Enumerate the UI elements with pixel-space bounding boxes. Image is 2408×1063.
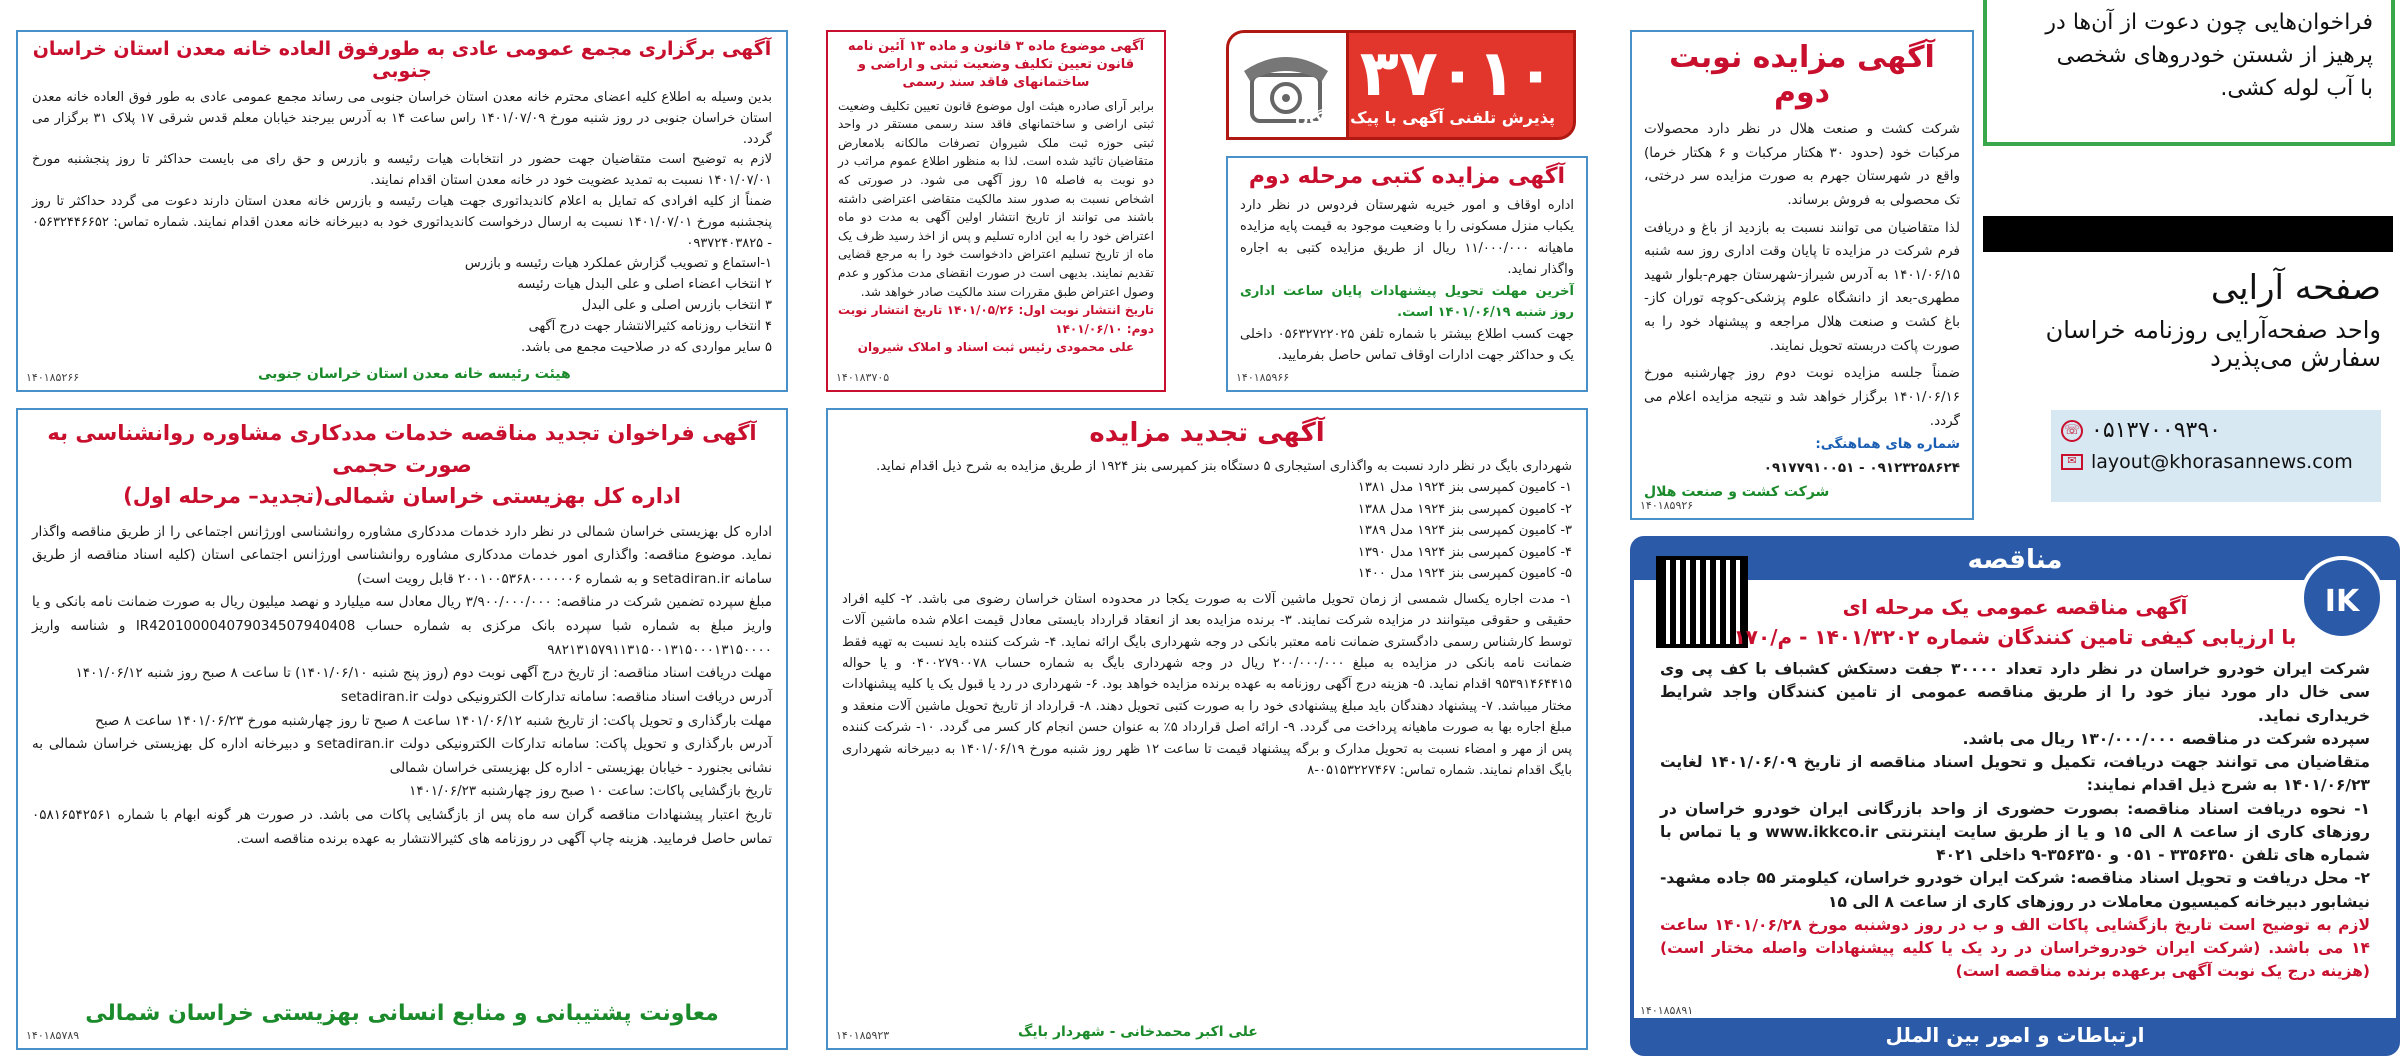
banner-subtitle: پذیرش تلفنی آگهی با پیک رایگان <box>1294 108 1555 127</box>
truck-item: ۱- کامیون کمپرسی بنز ۱۹۲۴ مدل ۱۳۸۱ <box>1357 480 1572 496</box>
agenda-item: ۵ سایر مواردی که در صلاحیت مجمع می باشد. <box>521 339 772 355</box>
ikco-tender-code: ۱۴۰۱۸۵۸۹۱ <box>1640 1004 1694 1017</box>
auction2-p3: ضمناً جلسه مزایده نوبت دوم روز چهارشنبه مورخ ۱۴۰۱/۰۶/۱۶ برگزار خواهد شد و نتیجه مزایده اعلام می گردد. <box>1644 365 1960 429</box>
auction2-phones: ۰۹۱۲۳۲۵۸۶۲۴ - ۰۹۱۷۷۹۱۰۰۵۱ <box>1763 459 1960 476</box>
health-tender-p5: مهلت بارگذاری و تحویل پاکت: از تاریخ شنبه ۱۴۰۱/۰۶/۱۲ ساعت ۸ صبح تا روز چهارشنبه مورخ ۱۴۰۱/۰۶/۲۳ ساعت ۸ صبح <box>95 712 772 729</box>
renewed-auction-title: آگهی تجدید مزایده <box>1089 418 1325 448</box>
auction2-signature: شرکت کشت و صنعت هلال <box>1644 484 1830 501</box>
ikco-tender-footer: ارتباطات و امور بین الملل <box>1634 1018 2396 1052</box>
divider-bar <box>1983 216 2393 252</box>
ad-title: صفحه آرایی <box>2210 268 2381 308</box>
auction2-title: آگهی مزایده نوبت دوم <box>1669 40 1935 110</box>
auction-second-round <box>1630 30 1974 520</box>
ikco-tender-p3: متقاضیان می توانند جهت دریافت، تکمیل و تحویل اسناد مناقصه از تاریخ ۱۴۰۱/۰۶/۰۹ لغایت ۱۴۰۱/۰۶/۲۳ به شرح ذیل اقدام نمایند: <box>1660 753 2371 795</box>
law-notice-dates: تاریخ انتشار نوبت اول: ۱۴۰۱/۰۵/۲۶ تاریخ انتشار نوبت دوم: ۱۴۰۱/۰۶/۱۰ <box>838 303 1154 336</box>
auction2-contact-label: شماره های هماهنگی: <box>1815 436 1960 453</box>
ad-contact-box <box>2051 410 2381 502</box>
renewed-auction-conditions: ۱- مدت اجاره یکسال شمسی از زمان تحویل ماشین آلات به صورت یکجا در محدوده استان خراسان رضوی می باشد. ۲- کلیه افراد حقیقی و حقوقی میتوانند در مزایده شرکت نمایند. ۳- برنده مزایده بعد از انعقاد قرارداد بایستی معادل قیمت اعلام شده ماشین آلات توسط کارشناس رسمی دادگستری ضمانت نامه معتبر بانکی در وجه شهرداری بایگ ارائه نماید. ۴- شرکت کننده باید نسبت به تهیه فقط ضمانت نامه بانکی در مزایده به مبلغ ۲۰۰/۰۰۰/۰۰۰ ریال در وجه شهرداری بایگ به شماره حساب ۰۴۰۰۲۷۹۰۰۷۸ و یا حواله ۹۵۳۹۱۴۶۴۴۱۵ اقدام نماید. ۵- هزینه درج آگهی روزنامه به عهده برنده مزایده خواهد بود. ۶- شهرداری در رد یا قبول یک یا کلیه پیشنهادات مختار میباشد. ۷- پیشنهاد دهندگان باید مبلغ پیشنهادی خود را به صورت کتبی تحویل دهند. ۸- قرارداد از تاریخ تحویل ماشین آلات منعقد و مبلغ اجاره بها به صورت ماهیانه پرداخت می گردد. ۹- ارائه اصل قرارداد ۵٪ به عنوان حسن انجام کار کسر می گردد. ۱۰- شرکت کننده پس از مهر و امضاء نسبت به تحویل مدارک و برگه پیشنهاد قیمت تا ساعت ۱۲ ظهر روز شنبه مورخ ۱۴۰۱/۰۶/۱۹ به دبیرخانه شهرداری بایگ اقدام نمایند. شماره تماس: ۰۵۱۵۳۲۲۷۴۶۷-۸ <box>842 591 1572 779</box>
notice-line: پرهیز از شستن خودروهای شخصی <box>2056 43 2373 68</box>
law-notice-body: برابر آرای صادره هیئت اول موضوع قانون تعیین تکلیف وضعیت ثبتی اراضی و ساختمانهای فاقد سند رسمی مستقر در واحد ثبتی حوزه ثبت ملک شیروان تصرفات مالکانه بلامعارض متقاضیان تائید شده است. لذا به منظور اطلاع عموم مراتب در دو نوبت به فاصله ۱۵ روز آگهی می شود. در صورتی که اشخاص نسبت به صدور سند مالکیت متقاضی اعتراضی داشته باشند می توانند از تاریخ انتشار اولین آگهی به مدت دو ماه اعتراض خود را به این اداره تسلیم و پس از اخذ رسید ظرف یک ماه از تاریخ تسلیم اعتراض دادخواست خود را به مرجع قضایی تقدیم نمایند. بدیهی است در صورت انقضای مدت مذکور و عدم وصول اعتراض طبق مقررات سند مالکیت صادر خواهد شد. <box>838 98 1154 299</box>
auction2-p2: لذا متقاضیان می توانند نسبت به بازدید از باغ و دریافت فرم شرکت در مزایده تا پایان وقت اداری روز سه شنبه ۱۴۰۱/۰۶/۱۵ به آدرس شیراز-شهرستان جهرم-بلوار شهید مطهری-بعد از دانشگاه علوم پزشکی-کوچه توران کاز-باغ کشت و صنعت هلال مراجعه و پیشنهاد خود را به صورت پاکت دربسته تحویل نمایند. <box>1644 219 1960 354</box>
health-tender-p4: آدرس دریافت اسناد مناقصه: سامانه تدارکات الکترونیکی دولت setadiran.ir <box>341 688 772 705</box>
written-auction <box>1226 156 1588 392</box>
law-notice-title: آگهی موضوع ماده ۳ قانون و ماده ۱۳ آئین نامه قانون تعیین تکلیف وضعیت ثبتی و اراضی و ساختمانهای فاقد سند رسمی <box>847 39 1145 91</box>
agenda-item: ۲ انتخاب اعضاء اصلی و علی البدل هیات رئیسه <box>517 277 772 293</box>
health-tender-p2: مبلغ سپرده تضمین شرکت در مناقصه: ۳/۹۰۰/۰۰۰/۰۰۰ ریال معادل سه میلیارد و نهصد میلیون ریال به صورت ضمانت نامه بانکی و یا واریز مبلغ به شماره شبا سپرده بانک مرکزی به شماره حساب IR420100004079034507940408 و شناسه واریز ۹۸۲۱۳۱۵۷۹۱۱۳۱۵۰۰۱۳۱۵۰۰۰۱۳۱۵۰۰۰۰ <box>32 594 772 658</box>
ad-line2: سفارش می‌پذیرد <box>2210 344 2381 372</box>
ikco-logo: IK <box>2300 556 2384 640</box>
health-tender-code: ۱۴۰۱۸۵۷۸۹ <box>26 1029 80 1042</box>
notice-line: با آب لوله کشی. <box>2220 76 2373 101</box>
health-tender-title2: اداره کل بهزیستی خراسان شمالی(تجدید– مرحله اول) <box>123 484 681 508</box>
renewed-auction-signature: علی اکبر محمدخانی - شهردار بایگ <box>1018 1024 1258 1040</box>
written-auction-title: آگهی مزایده کتبی مرحله دوم <box>1248 164 1566 189</box>
renewed-auction-code: ۱۴۰۱۸۵۹۲۳ <box>836 1029 890 1042</box>
health-tender-p6: آدرس بارگذاری و تحویل پاکت: سامانه تدارکات الکترونیکی دولت setadiran.ir و دبیرخانه اداره کل بهزیستی خراسان شمالی به نشانی بجنورد - خیابان بهزیستی - اداره کل بهزیستی خراسان شمالی <box>32 736 772 776</box>
law-notice <box>826 30 1166 392</box>
health-tender-p8: تاریخ اعتبار پیشنهادات مناقصه گران سه ماه پس از بازگشایی پاکات می باشد. در صورت هر گونه ابهام با شماره ۰۵۸۱۶۵۴۲۵۶۱ تماس حاصل فرمایید. هزینه چاپ آگهی در روزنامه های کثیرالانتشار به عهده برنده مناقصه است. <box>32 807 772 847</box>
ad-line1: واحد صفحه‌آرایی روزنامه خراسان <box>2045 316 2381 344</box>
banner-number: ۳۷۰۱۰ <box>1359 37 1555 111</box>
written-auction-p3: جهت کسب اطلاع بیشتر با شماره تلفن ۰۵۶۳۲۷۲۲۰۲۵ داخلی یک و حداکثر جهت ادارات اوقاف تماس حاصل بفرمایید. <box>1240 326 1574 364</box>
ikco-tender-content <box>1640 592 2390 1014</box>
notice-line: فراخوان‌هایی چون دعوت از آن‌ها در <box>2045 10 2373 35</box>
mining-assembly-code: ۱۴۰۱۸۵۲۶۶ <box>26 371 80 384</box>
ikco-tender-p1: شرکت ایران خودرو خراسان در نظر دارد تعداد ۳۰۰۰۰ جفت دستکش کشباف با کف پی وی سی خال دار مورد نیاز خود را از طریق مناقصه عمومی از تامین کنندگان واجد شرایط خریداری نماید. <box>1660 660 2370 725</box>
mining-assembly-p2: لازم به توضیح است متقاضیان جهت حضور در انتخابات هیات رئیسه و بازرس و حق رای می بایست حداکثر تا روز پنجشنبه مورخ ۱۴۰۱/۰۷/۰۱ نسبت به تمدید عضویت خود در خانه معدن استان اقدام نمایند. <box>32 152 772 189</box>
ad-phone: ۰۵۱۳۷۰۰۹۳۹۰ <box>2091 418 2221 443</box>
ikco-tender-p2: سپرده شرکت در مناقصه ۱۳۰/۰۰۰/۰۰۰ ریال می باشد. <box>1962 729 2370 748</box>
mining-assembly-p1: بدین وسیله به اطلاع کلیه اعضای محترم خانه معدن استان خراسان جنوبی می رساند مجمع عمومی عادی به طور فوق العاده خانه معدن استان خراسان جنوبی در روز شنبه مورخ ۱۴۰۱/۰۷/۰۹ راس ساعت ۱۴ به آدرس بیرجند خیابان معلم قدس شرقی ۱۷ پلاک ۳۱ برگزار می گردد. <box>32 90 773 147</box>
written-auction-code: ۱۴۰۱۸۵۹۶۶ <box>1236 371 1290 384</box>
health-tender-title1: آگهی فراخوان تجدید مناقصه خدمات مددکاری مشاوره روانشناسی به صورت حجمی <box>47 421 757 477</box>
agenda-item: ۴ انتخاب روزنامه کثیرالانتشار جهت درج آگهی <box>528 318 772 334</box>
page-layout-ad <box>1983 262 2395 512</box>
health-tender-p1: اداره کل بهزیستی خراسان شمالی در نظر دارد خدمات مددکاری مشاوره روانشناسی اورژانس اجتماعی را از طریق مناقصه واگذار نماید. موضوع مناقصه: واگذاری امور خدمات مددکاری مشاوره روانشناسی اورژانس اجتماعی استان (کلیه اسناد مناقصه از طریق سامانه setadiran.ir و به شماره ۲۰۰۱۰۰۵۳۶۸۰۰۰۰۰۰۶ قابل رویت است) <box>32 523 772 587</box>
law-notice-code: ۱۴۰۱۸۳۷۰۵ <box>836 371 890 384</box>
health-tender-p3: مهلت دریافت اسناد مناقصه: از تاریخ درج آگهی نوبت دوم (روز پنج شنبه ۱۴۰۱/۰۶/۱۰) تا ساعت ۸ صبح روز شنبه ۱۴۰۱/۰۶/۱۲ <box>75 665 772 682</box>
agenda-item: ۳ انتخاب بازرس اصلی و علی البدل <box>581 297 772 313</box>
renewed-auction <box>826 408 1588 1050</box>
written-auction-p1: اداره اوقاف و امور خیریه شهرستان فردوس در نظر دارد یکباب منزل مسکونی را با وضعیت موجود به قیمت پایه مزایده ماهیانه ۱۱/۰۰۰/۰۰۰ ریال از طریق مزایده کتبی به اجاره واگذار نماید. <box>1240 198 1574 278</box>
health-tender-p7: تاریخ بازگشایی پاکات: ساعت ۱۰ صبح روز چهارشنبه ۱۴۰۱/۰۶/۲۳ <box>409 783 772 800</box>
ikco-tender-header: مناقصه <box>1634 540 2396 580</box>
truck-item: ۳- کامیون کمپرسی بنز ۱۹۲۴ مدل ۱۳۸۹ <box>1357 523 1572 539</box>
notice-box-top-right <box>1983 0 2395 146</box>
truck-item: ۴- کامیون کمپرسی بنز ۱۹۲۴ مدل ۱۳۹۰ <box>1357 544 1572 560</box>
agenda-item: ۱-استماع و تصویب گزارش عملکرد هیات رئیسه و بازرس <box>464 256 772 272</box>
truck-item: ۲- کامیون کمپرسی بنز ۱۹۲۴ مدل ۱۳۸۸ <box>1357 501 1572 517</box>
mail-icon: ✉ <box>2061 454 2083 470</box>
ikco-tender-p4: ۱- نحوه دریافت اسناد مناقصه: بصورت حضوری از واحد بازرگانی ایران خودرو خراسان در روزهای کاری از ساعت ۸ الی ۱۵ و یا از طریق سایت اینترنتی www.ikkco.ir و یا تماس با شماره های تلفن ۳۳۵۶۳۵۰ - ۰۵۱ و ۳۵۶۳۵۰-۹ داخلی ۴۰۲۱ <box>1660 799 2370 864</box>
mining-assembly <box>16 30 788 392</box>
health-tender-signature: معاونت پشتیبانی و منابع انسانی بهزیستی خراسان شمالی <box>85 1001 719 1026</box>
phone-icon: ☏ <box>2061 420 2083 442</box>
ikco-tender-title2: با ارزیابی کیفی تامین کنندگان شماره ۱۴۰۱/۳۲۰۲ - م/۱۷۰ <box>1733 625 2297 649</box>
ikco-tender-p5: ۲- محل دریافت و تحویل اسناد مناقصه: شرکت ایران خودرو خراسان، کیلومتر ۵۵ جاده مشهد-نیشابور دبیرخانه کمیسیون معاملات در روزهای کاری از ساعت ۸ الی ۱۵ <box>1660 869 2370 911</box>
ikco-tender-p6: لازم به توضیح است تاریخ بازگشایی پاکات الف و ب در روز دوشنبه مورخ ۱۴۰۱/۰۶/۲۸ ساعت ۱۴ می باشد. (شرکت ایران خودروخراسان در رد یک یا کلیه پیشنهادات واصله مختار است) (هزینه درج یک نوبت آگهی برعهده برنده مناقصه است) <box>1660 915 2370 981</box>
auction2-p1: شرکت کشت و صنعت هلال در نظر دارد محصولات مرکبات خود (حدود ۳۰ هکتار مرکبات و ۶ هکتار خرما) واقع در شهرستان جهرم به صورت مزایده سر درختی، تک محصولی به فروش برساند. <box>1644 121 1960 208</box>
renewed-auction-intro: شهرداری بایگ در نظر دارد نسبت به واگذاری استیجاری ۵ دستگاه بنز کمپرسی بنز ۱۹۲۴ از طریق مزایده به شرح ذیل اقدام نماید. <box>876 459 1572 474</box>
auction2-code: ۱۴۰۱۸۵۹۲۶ <box>1640 499 1694 512</box>
ikco-tender-title1: آگهی مناقصه عمومی یک مرحله ای <box>1842 595 2188 619</box>
truck-item: ۵- کامیون کمپرسی بنز ۱۹۲۴ مدل ۱۴۰۰ <box>1357 566 1572 582</box>
mining-assembly-title: آگهی برگزاری مجمع عمومی عادی به طورفوق العاده خانه معدن استان خراسان جنوبی <box>32 38 772 82</box>
ad-email[interactable]: layout@khorasannews.com <box>2091 451 2353 473</box>
mining-assembly-p3: ضمناً از کلیه افرادی که تمایل به اعلام کاندیداتوری جهت هیات رئیسه و بازرس خانه معدن استان دارند دعوت می گردد حداکثر تا روز پنجشنبه مورخ ۱۴۰۱/۰۷/۰۱ نسبت به ارسال درخواست کاندیداتوری خود به دبیرخانه خانه معدن اقدام نمایند. شماره تماس: ۰۵۶۳۲۴۴۶۶۵۲ - ۰۹۳۷۲۴۰۳۸۲۵ <box>32 193 772 251</box>
written-auction-deadline: آخرین مهلت تحویل پیشنهادات پایان ساعت اداری روز شنبه ۱۴۰۱/۰۶/۱۹ است. <box>1240 283 1574 321</box>
mining-assembly-signature: هیئت رئیسه خانه معدن استان خراسان جنوبی <box>258 366 571 382</box>
ad-phone-banner <box>1226 30 1576 140</box>
law-notice-signature: علی محمودی رئیس ثبت اسناد و املاک شیروان <box>857 340 1135 355</box>
health-tender <box>16 408 788 1050</box>
